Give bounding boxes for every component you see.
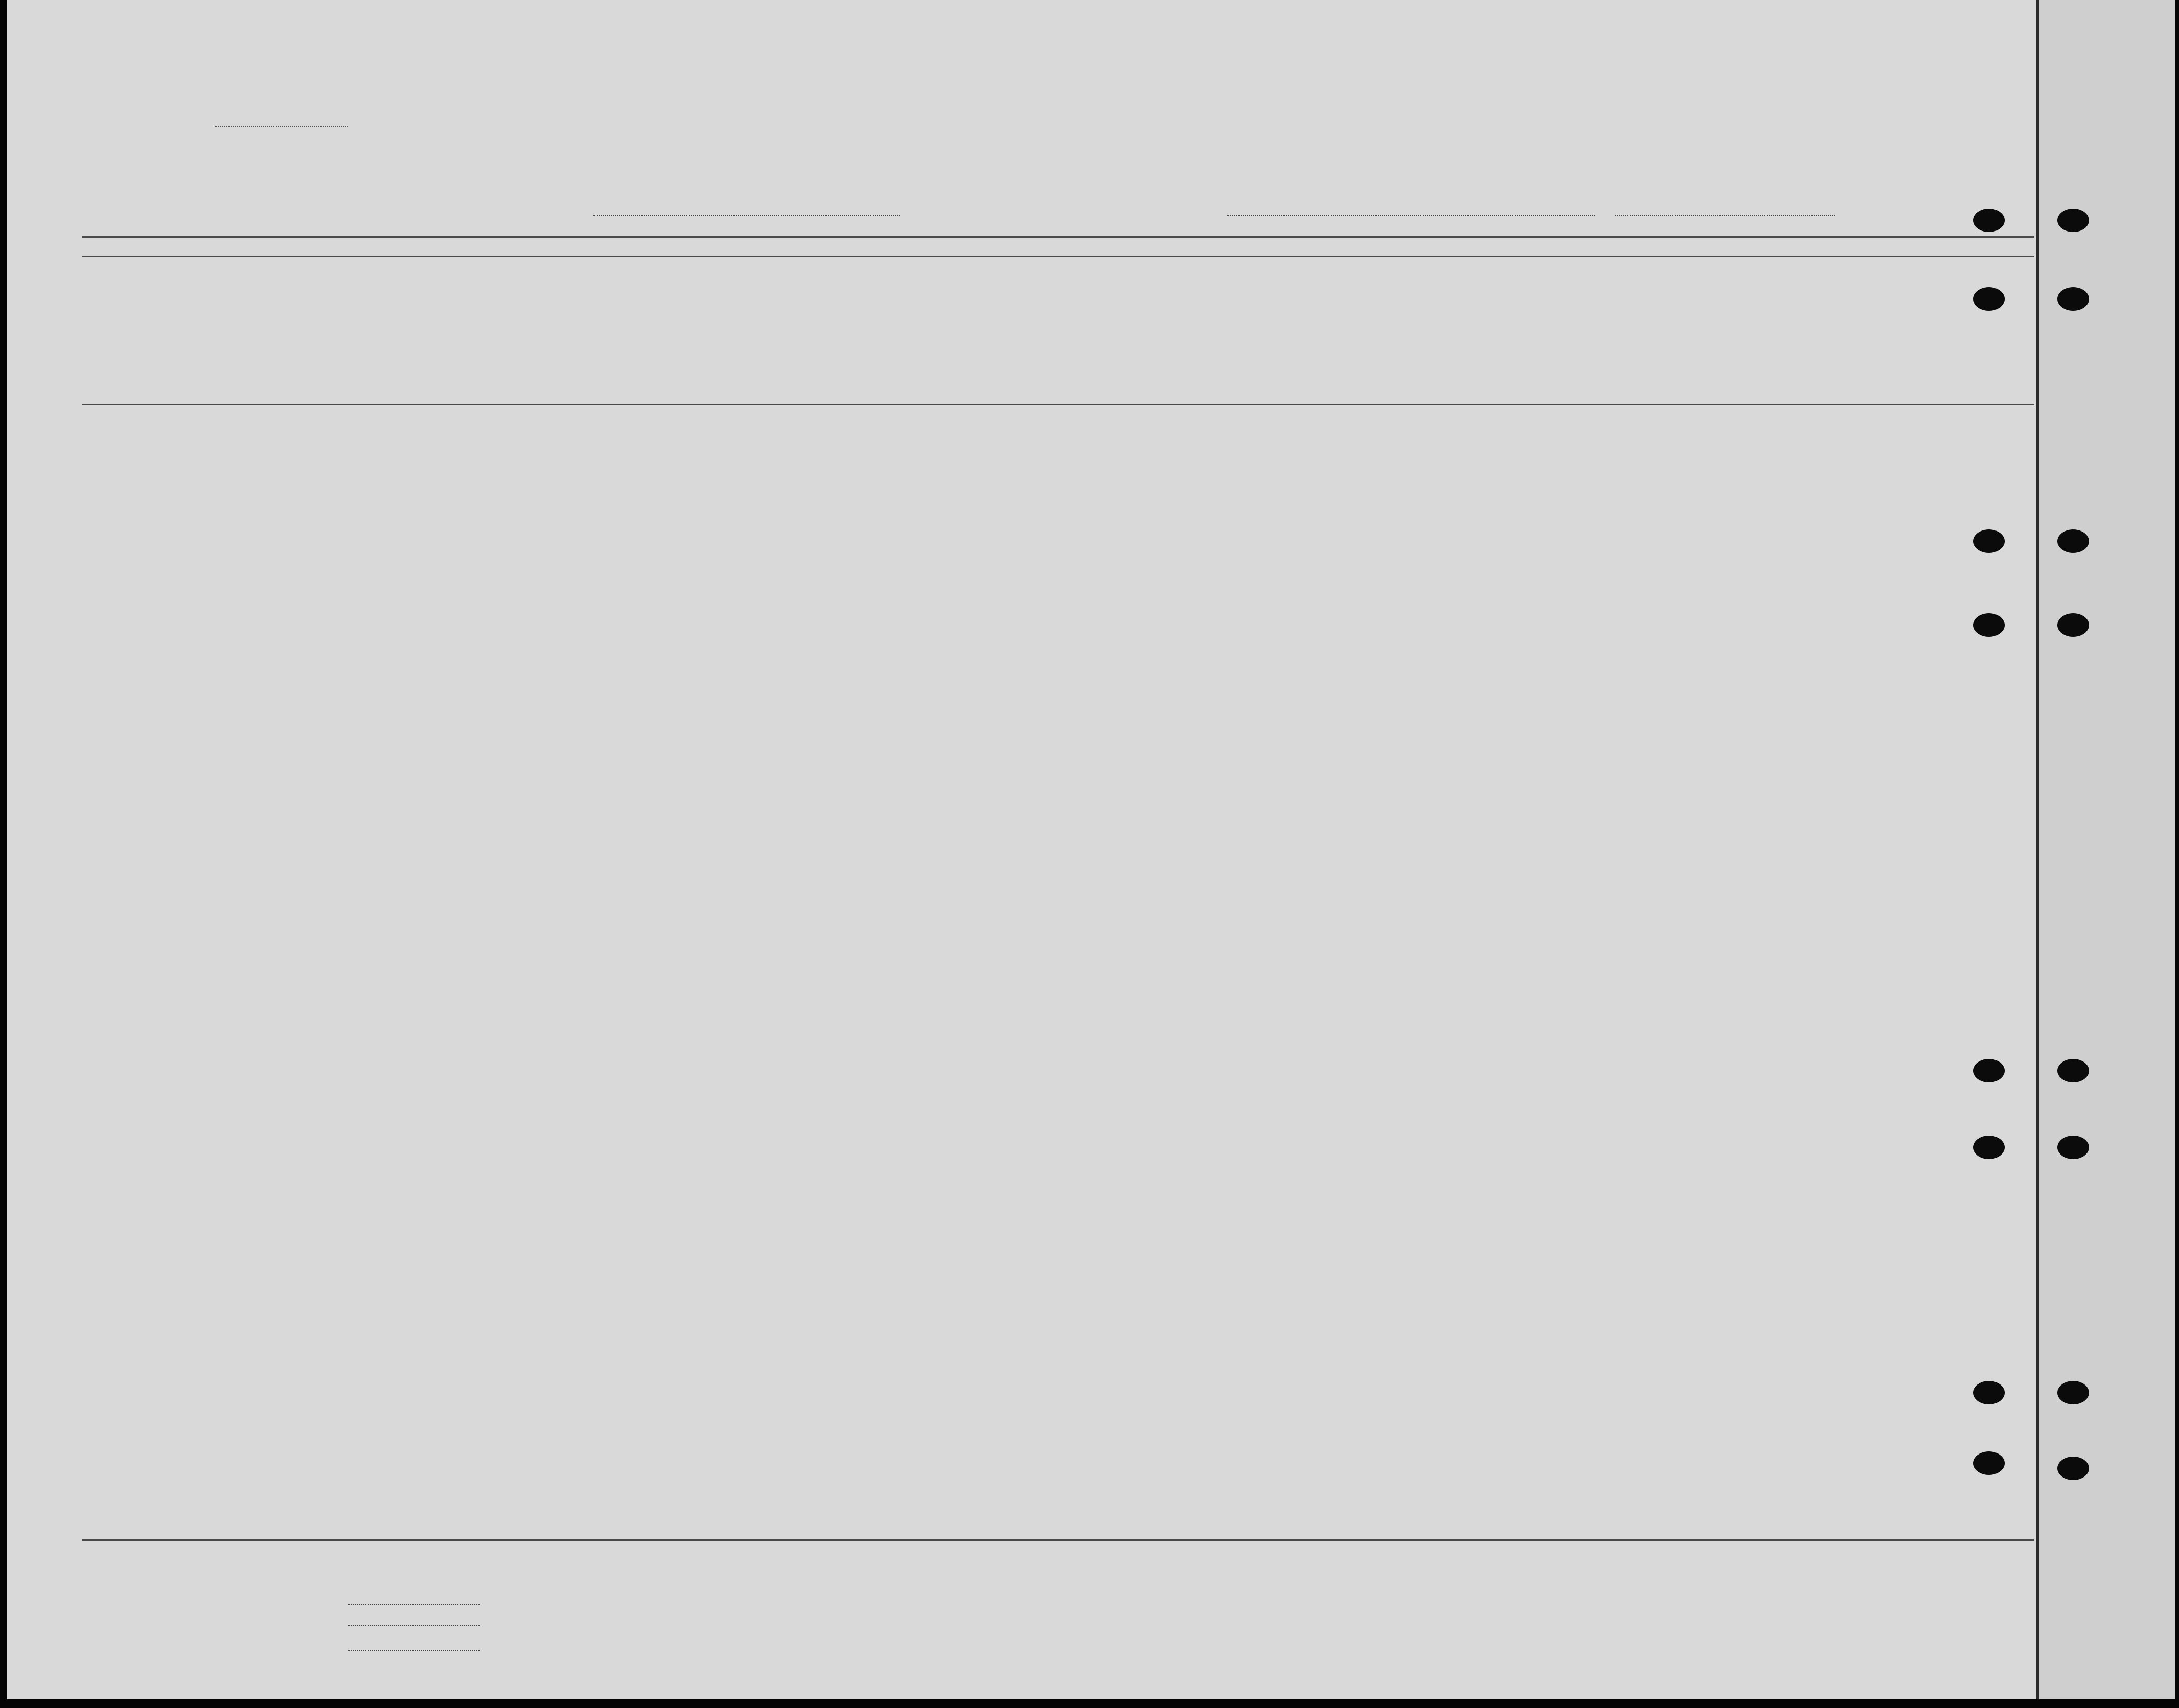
table-bottom-border <box>82 1539 2034 1541</box>
punch-hole <box>2057 1136 2089 1159</box>
manifest-sheet <box>7 0 2036 1699</box>
punch-hole <box>2057 1457 2089 1480</box>
aliens-line <box>348 1650 480 1651</box>
punch-hole <box>1973 1451 2005 1475</box>
punch-hole <box>1973 209 2005 232</box>
punch-hole <box>1973 1381 2005 1404</box>
punch-hole <box>2057 529 2089 553</box>
punch-hole <box>2057 1381 2089 1404</box>
punch-hole <box>2057 1059 2089 1082</box>
colnum-row-border <box>82 256 2034 257</box>
port-underline <box>1227 215 1595 216</box>
punch-hole <box>1973 287 2005 311</box>
punch-hole <box>1973 529 2005 553</box>
punch-hole <box>2057 613 2089 637</box>
header-bottom-border <box>82 404 2034 405</box>
date-underline <box>1615 215 1835 216</box>
punch-hole <box>1973 1059 2005 1082</box>
punch-hole <box>1973 613 2005 637</box>
us-citizens-line <box>348 1625 480 1626</box>
ship-underline <box>593 215 900 216</box>
table-top-border <box>82 236 2034 238</box>
total-passengers-line <box>348 1604 480 1605</box>
list-underline <box>215 125 348 127</box>
punch-hole <box>2057 287 2089 311</box>
next-page-edge <box>2036 0 2175 1699</box>
punch-hole <box>1973 1136 2005 1159</box>
punch-hole <box>2057 209 2089 232</box>
